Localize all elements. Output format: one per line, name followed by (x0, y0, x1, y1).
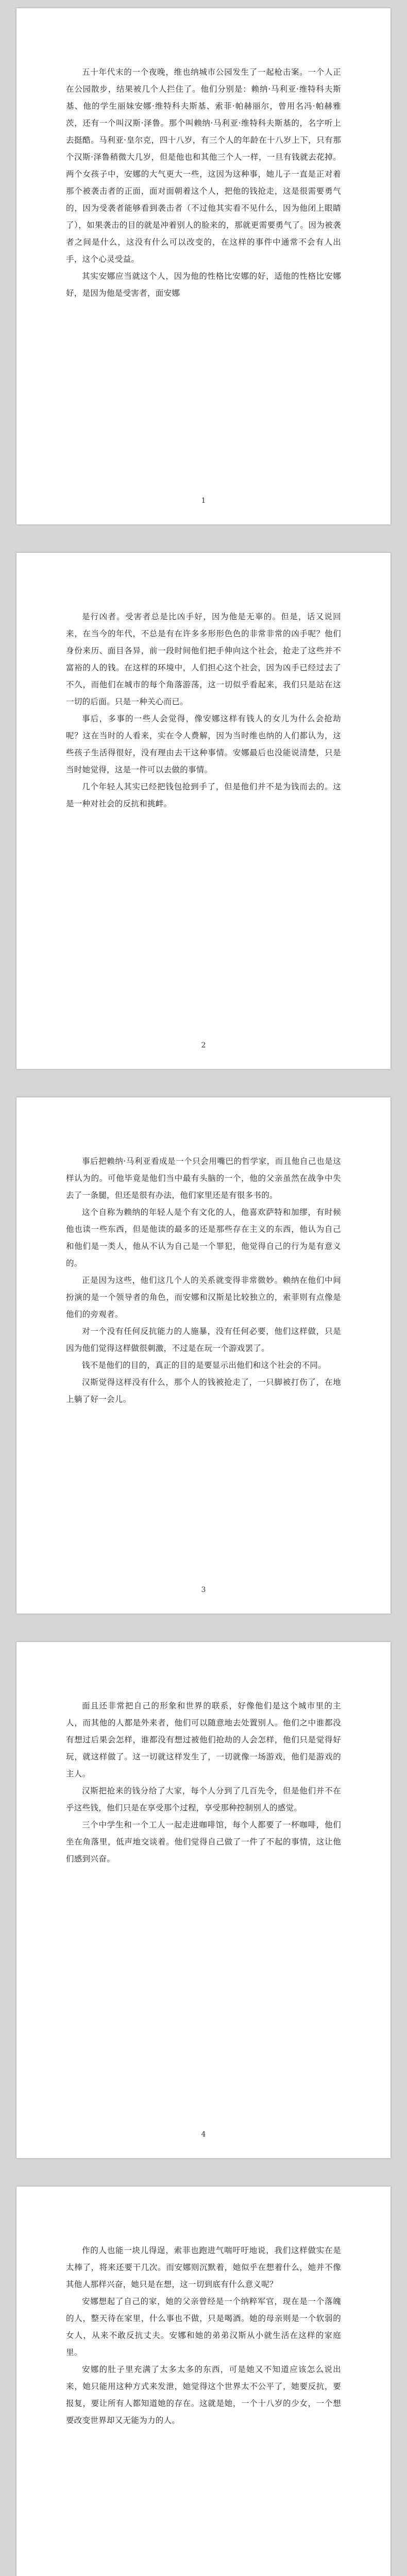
paragraph: 事后，多事的一些人会觉得，像安娜这样有钱人的女儿为什么会抢劫呢？这在当时的人看来，实在令人费解，因为当时维也纳的人们都认为，这些孩子生活得很好，没有理由去干这种事情。安娜最后也没能说清楚，只是当时她觉得，这是一件可以去做的事情。 (66, 714, 341, 774)
document-page (16, 2187, 391, 2576)
document-page (16, 1097, 391, 1614)
paragraph: 安娜的肚子里充满了太多太多的东西，可是她又不知道应该怎么说出来，她只能用这种方式来发泄，她觉得这个世界太不公平了，她要反抗，要报复，要让所有人都知道她的存在。这就是她，一个十八岁的少女，一个想要改变世界却又无能为力的人。 (66, 2365, 341, 2425)
paragraph: 面且还非常把自己的形象和世界的联系，好像他们是这个城市里的主人，而其他的人都是外来者，他们可以随意地去处置别人。他们之中谁都没有想过后果会怎样，谁都没有想过被他们抢劫的人会怎样，他们只是觉得好玩，就这样做了。这一切就这样发生了，一切就像一场游戏，他们是游戏的主人。 (66, 1701, 341, 1778)
page-body (66, 1153, 341, 1408)
page-number: 3 (201, 1586, 206, 1594)
page-body (66, 64, 341, 302)
page-number: 1 (201, 497, 206, 505)
paragraph: 汉斯把抢来的钱分给了大家，每个人分到了几百先令，但是他们并不在乎这些钱，他们只是在享受那个过程，享受那种控制别人的感觉。 (66, 1786, 341, 1812)
page-body (66, 608, 341, 812)
paragraph: 作的人也能一块儿得逞，索菲也跑进气喘吁吁地说，我们这样做实在是太棒了，将来还要干几次。而安娜则沉默着，她似乎在想着什么，她并不像其他人那样兴奋，她只是在想，这一切到底有什么意义呢？ (66, 2246, 341, 2289)
paragraph: 事后把赖纳·马利亚看成是一个只会用嘴巴的哲学家，而且他自己也是这样认为的。可他毕竟是他们当中最有头脑的一个，他的父亲虽然在战争中失去了一条腿，但还是很有办法，他们家里还是有很多书的。 (66, 1157, 341, 1200)
paragraph: 几个年轻人其实已经把钱包抢到手了，但是他们并不是为钱而去的。这是一种对社会的反抗和挑衅。 (66, 782, 341, 808)
paragraph: 是行凶者。受害者总是比凶手好，因为他是无辜的。但是，话又说回来，在当今的年代，不总是有在许多多形形色色的非常非常的凶手呢？他们身份来历、面目各异，前一段时间他们把手伸向这个社会，抢走了这些并不富裕的人的钱。在这样的环境中，人们担心这个社会，因为凶手已经过去了不久，而他们在城市的每个角落游荡，这一切似乎看起来，我们只是站在这一切的后面。只是一种关心而已。 (66, 612, 341, 706)
page-body (66, 2242, 341, 2429)
paragraph: 汉斯觉得这样没有什么，那个人的钱被抢走了，一只脚被打伤了，在地上躺了好一会儿。 (66, 1378, 341, 1404)
paragraph: 五十年代末的一个夜晚，维也纳城市公园发生了一起枪击案。一个人正在公园散步，结果被几个人拦住了。他们分别是：赖纳·马利亚·维特科夫斯基、他的学生丽妹安娜·维特科夫斯基、索菲·帕赫丽尔，曾用名冯·帕赫雅茨，还有一个叫汉斯·泽鲁。那个叫赖纳·马利亚·维特科夫斯基的，名字听上去挺酷。马利亚·皇尔克，四十八岁，有三个人的年龄在十八岁上下，只有那个汉斯·泽鲁稍微大几岁，但是他也和其他三个人一样，一旦有钱就去花掉。两个女孩子中，安娜的大气更大一些，这因为这种事，她儿子一直是正对着那个被袭击者的正面，面对面朝着这个人，把他的钱抢走，这是很需要勇气的，因为受袭者能够看到袭击者（不过他其实看不见什么，因为他闭上眼睛了），如果袭击的目的就是冲着别人的脸来的，那就更需要勇气了。因为被袭者之间是什么，这没有什么可以改变的，在这样的事件中通常不会有人出手，这个心灵受益。 (66, 67, 341, 264)
paragraph: 对一个没有任何反抗能力的人施暴，没有任何必要，他们这样做，只是因为他们觉得这样做很刺激，不过是在玩一个游戏罢了。 (66, 1327, 341, 1353)
document-page (16, 8, 391, 524)
paragraph: 正是因为这些，他们这几个人的关系就变得非常微妙。赖纳在他们中间扮演的是一个领导者的角色，而安娜和汉斯是比较独立的，索菲则有点像是他们的旁观者。 (66, 1276, 341, 1319)
paragraph: 三个中学生和一个工人一起走进咖啡馆，每个人都要了一杯咖啡，他们坐在角落里，低声地交谈着。他们觉得自己做了一件了不起的事情，这让他们感到兴奋。 (66, 1820, 341, 1863)
document-page (16, 553, 391, 1069)
page-number: 2 (201, 1041, 206, 1049)
page-number: 4 (201, 2130, 206, 2139)
paragraph: 钱不是他们的目的，真正的目的是要显示出他们和这个社会的不同。 (82, 1361, 327, 1370)
document-page (16, 1642, 391, 2158)
paragraph: 其实安娜应当就这个人，因为他的性格比安娜的好，适他的性格比安娜好，是因为他是受害者，面安娜 (66, 272, 341, 298)
paragraph: 安娜想起了自己的家，她的父亲曾经是一个纳粹军官，现在是一个落魄的人，整天待在家里，什么事也不做，只是喝酒。她的母亲则是一个软弱的女人，从来不敢反抗丈夫。安娜和她的弟弟汉斯从小就生活在这样的家庭里。 (66, 2297, 341, 2357)
paragraph: 这个自称为赖纳的年轻人是个有文化的人，他喜欢萨特和加缪，有时候他也读一些东西，但是他读的最多的还是那些存在主义的东西，他认为自己和他们是一类人，他从不认为自己是一个罪犯，他觉得自己的行为是有意义的。 (66, 1208, 341, 1268)
page-body (66, 1698, 341, 1868)
